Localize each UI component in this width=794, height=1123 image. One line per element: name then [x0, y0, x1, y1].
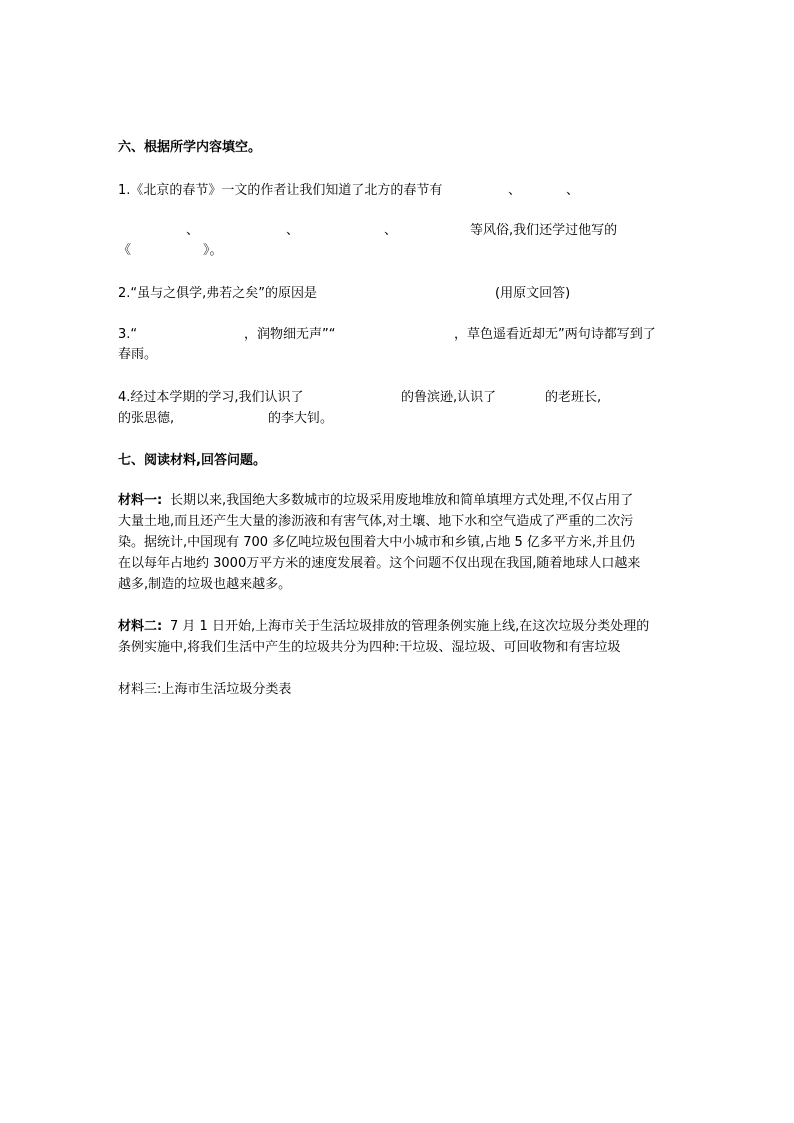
material-1-line: 越多,制造的垃圾也越来越多。: [118, 577, 292, 592]
q4-zhang: 的张思德,: [118, 411, 175, 426]
q1-separator: 、: [384, 223, 398, 238]
q1-tail: 等风俗,我们还学过他写的: [470, 223, 618, 238]
material-1-label: 材料一:: [118, 493, 163, 508]
q3-mid2: ，草色遥看近却无”两句诗都写到了: [454, 327, 656, 342]
q4-start: 4.经过本学期的学习,我们认识了: [118, 390, 304, 405]
q4-banzhang: 的老班长,: [545, 390, 602, 405]
q1-separator: 、: [566, 183, 580, 198]
material-2-line: 7 月 1 日开始,上海市关于生活垃圾排放的管理条例实施上线,在这次垃圾分类处理的: [170, 619, 650, 634]
material-1-line: 在以每年占地约 3000万平方米的速度发展着。这个问题不仅出现在我国,随着地球人口越来: [118, 556, 641, 571]
q1-line1: 1.《北京的春节》一文的作者让我们知道了北方的春节有: [118, 183, 443, 198]
q1-separator: 、: [286, 223, 300, 238]
q3-mid1: ，润物细无声”“: [244, 327, 336, 342]
q4-lu: 的鲁滨逊,认识了: [401, 390, 497, 405]
q2-text: 2.“虽与之俱学,弗若之矣”的原因是: [118, 286, 318, 301]
q3-start: 3.“: [118, 327, 138, 342]
section-7-heading: 七、阅读材料,回答问题。: [118, 453, 266, 468]
material-2-line: 条例实施中,将我们生活中产生的垃圾共分为四种:干垃圾、湿垃圾、可回收物和有害垃圾: [118, 640, 621, 655]
material-2-label: 材料二:: [118, 619, 163, 634]
material-1-line: 染。据统计,中国现有 700 多亿吨垃圾包围着大中小城市和乡镇,占地 5 亿多平方米,并且仍: [118, 535, 636, 550]
q1-separator: 、: [186, 223, 200, 238]
q1-separator: 、: [508, 183, 522, 198]
q1-book-close: 》。: [203, 243, 223, 258]
material-3-label: 材料三:上海市生活垃圾分类表: [118, 682, 292, 697]
q2-note: (用原文回答): [495, 286, 571, 301]
section-6-heading: 六、根据所学内容填空。: [118, 140, 262, 155]
q1-book-open: 《: [118, 243, 132, 258]
material-1-line: 大量土地,而且还产生大量的渗沥液和有害气体,对土壤、地下水和空气造成了严重的二次污: [118, 514, 634, 529]
material-1-line: 长期以来,我国绝大多数城市的垃圾采用废地堆放和简单填埋方式处理,不仅占用了: [170, 493, 634, 508]
q4-li: 的李大钊。: [268, 411, 334, 426]
q3-line2: 春雨。: [118, 347, 158, 362]
